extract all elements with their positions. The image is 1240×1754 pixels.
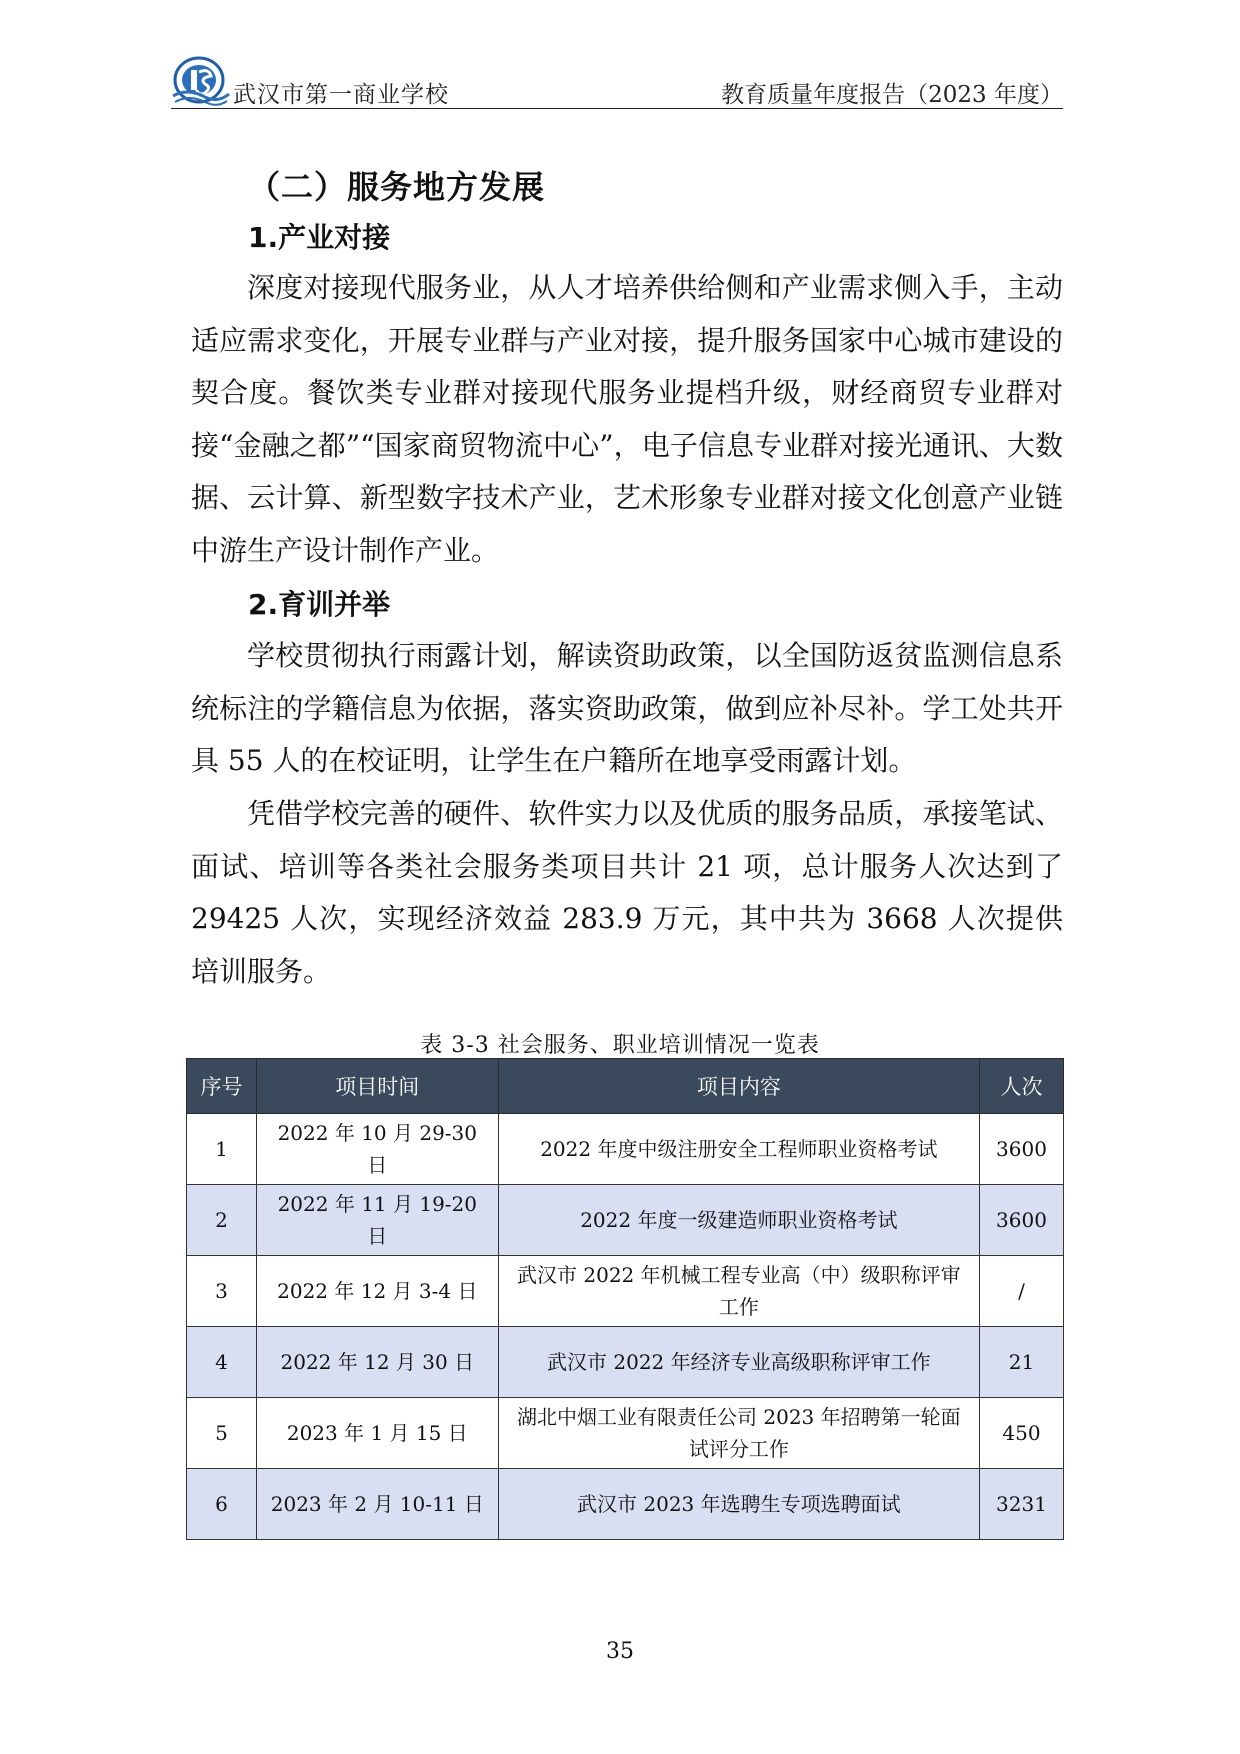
- cell-count: 21: [980, 1327, 1064, 1398]
- cell-count: 3600: [980, 1185, 1064, 1256]
- subsection-heading-training: 2.育训并举: [248, 588, 391, 621]
- report-title: 教育质量年度报告（2023 年度）: [721, 82, 1063, 108]
- header-index: 序号: [187, 1059, 257, 1114]
- cell-count: /: [980, 1256, 1064, 1327]
- paragraph-services: 凭借学校完善的硬件、软件实力以及优质的服务品质，承接笔试、面试、培训等各类社会服务类项目共计 21 项，总计服务人次达到了 29425 人次，实现经济效益 283.9 万元，其中共为 3668 人次提供培训服务。: [191, 797, 1063, 988]
- cell-content: 武汉市 2022 年机械工程专业高（中）级职称评审工作: [498, 1256, 979, 1327]
- cell-count: 450: [980, 1398, 1064, 1469]
- cell-index: 5: [187, 1398, 257, 1469]
- table-row: [187, 1327, 1064, 1398]
- cell-index: 2: [187, 1185, 257, 1256]
- paragraph-industry: 深度对接现代服务业，从人才培养供给侧和产业需求侧入手，主动适应需求变化，开展专业群与产业对接，提升服务国家中心城市建设的契合度。餐饮类专业群对接现代服务业提档升级，财经商贸专业群对接“金融之都”“国家商贸物流中心”，电子信息专业群对接光通讯、大数据、云计算、新型数字技术产业，艺术形象专业群对接文化创意产业链中游生产设计制作产业。: [191, 271, 1063, 567]
- paragraph-subsidy: 学校贯彻执行雨露计划，解读资助政策，以全国防返贫监测信息系统标注的学籍信息为依据，落实资助政策，做到应补尽补。学工处共开具 55 人的在校证明，让学生在户籍所在地享受雨露计划。: [191, 639, 1063, 777]
- cell-content: 武汉市 2022 年经济专业高级职称评审工作: [498, 1327, 979, 1398]
- cell-time: 2023 年 1 月 15 日: [256, 1398, 498, 1469]
- table-header-row: [187, 1059, 1064, 1114]
- table-row: [187, 1256, 1064, 1327]
- cell-content: 2022 年度中级注册安全工程师职业资格考试: [498, 1114, 979, 1185]
- cell-count: 3231: [980, 1469, 1064, 1540]
- header-count: 人次: [980, 1059, 1064, 1114]
- cell-time: 2022 年 12 月 3-4 日: [256, 1256, 498, 1327]
- cell-content: 2022 年度一级建造师职业资格考试: [498, 1185, 979, 1256]
- cell-count: 3600: [980, 1114, 1064, 1185]
- cell-content: 武汉市 2023 年选聘生专项选聘面试: [498, 1469, 979, 1540]
- cell-index: 3: [187, 1256, 257, 1327]
- school-name: 武汉市第一商业学校: [233, 82, 449, 108]
- cell-index: 6: [187, 1469, 257, 1540]
- table-row: [187, 1398, 1064, 1469]
- services-table: [186, 1058, 1064, 1540]
- cell-content: 湖北中烟工业有限责任公司 2023 年招聘第一轮面试评分工作: [498, 1398, 979, 1469]
- table-caption: 表 3-3 社会服务、职业培训情况一览表: [420, 1033, 820, 1058]
- page-header: [171, 48, 1063, 110]
- cell-time: 2022 年 12 月 30 日: [256, 1327, 498, 1398]
- school-logo-icon: [171, 56, 231, 108]
- cell-index: 1: [187, 1114, 257, 1185]
- subsection-heading-industry: 1.产业对接: [248, 221, 391, 254]
- table-row: [187, 1114, 1064, 1185]
- header-divider: [171, 108, 1063, 109]
- cell-time: 2022 年 10 月 29-30 日: [256, 1114, 498, 1185]
- cell-time: 2023 年 2 月 10-11 日: [256, 1469, 498, 1540]
- header-content: 项目内容: [498, 1059, 979, 1114]
- cell-index: 4: [187, 1327, 257, 1398]
- table-row: [187, 1469, 1064, 1540]
- section-title: （二）服务地方发展: [248, 168, 546, 206]
- cell-time: 2022 年 11 月 19-20 日: [256, 1185, 498, 1256]
- page-number: 35: [606, 1639, 634, 1664]
- table-row: [187, 1185, 1064, 1256]
- header-time: 项目时间: [256, 1059, 498, 1114]
